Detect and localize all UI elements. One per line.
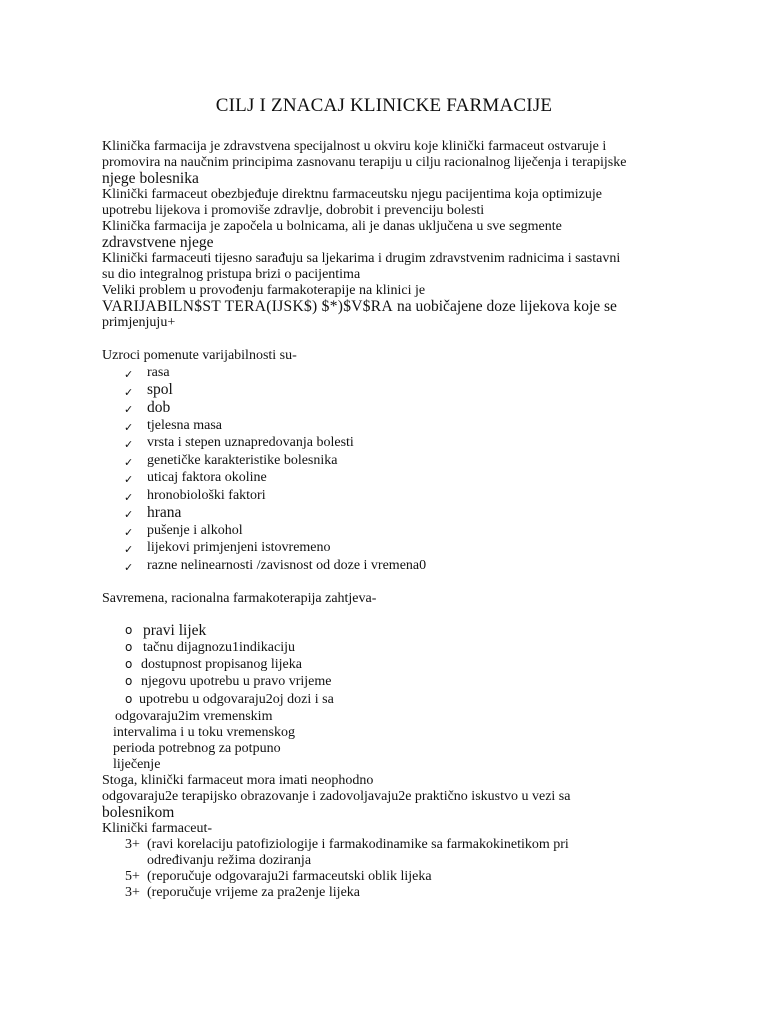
cause-item: genetičke karakteristike bolesnika <box>147 453 338 468</box>
check-icon: ✓ <box>124 422 134 434</box>
intro-line: Veliki problem u provođenju farmakoterapije na klinici je <box>102 283 426 298</box>
duty-item: (reporučuje odgovaraju2i farmaceutski oblik lijeka <box>147 869 432 884</box>
variability-text-end: primjenjuju+ <box>102 315 176 330</box>
cause-item: lijekovi primjenjeni istovremeno <box>147 540 331 555</box>
requirement-continuation: intervalima i u toku vremenskog <box>113 725 295 740</box>
circle-bullet-icon: o <box>125 640 133 654</box>
duty-marker: 3+ <box>125 837 140 852</box>
intro-line: promovira na naučnim principima zasnovanu terapiju u cilju racionalnog liječenja i terapijske <box>102 155 627 170</box>
requirement-continuation: odgovaraju2im vremenskim <box>115 709 273 724</box>
cause-item: uticaj faktora okoline <box>147 470 267 485</box>
circle-bullet-icon: o <box>125 657 133 671</box>
check-icon: ✓ <box>124 387 134 399</box>
check-icon: ✓ <box>124 369 134 381</box>
intro-line: Klinički farmaceut obezbjeđuje direktnu farmaceutsku njegu pacijentima koja optimizuje <box>102 187 602 202</box>
intro-line: su dio integralnog pristupa brizi o pacijentima <box>102 267 361 282</box>
check-icon: ✓ <box>124 457 134 469</box>
check-icon: ✓ <box>124 562 134 574</box>
causes-heading: Uzroci pomenute varijabilnosti su- <box>102 348 297 363</box>
intro-line: njege bolesnika <box>102 170 199 187</box>
requirement-continuation: perioda potrebnog za potpuno <box>113 741 281 756</box>
cause-item: rasa <box>147 365 170 380</box>
intro-line: Klinička farmacija je započela u bolnicama, ali je danas uključena u sve segmente <box>102 219 562 234</box>
duty-item: (reporučuje vrijeme za pra2enje lijeka <box>147 885 360 900</box>
intro-line: upotrebu lijekova i promoviše zdravlje, dobrobit i prevenciju bolesti <box>102 203 485 218</box>
cause-item: pušenje i alkohol <box>147 523 243 538</box>
duty-item: (ravi korelaciju patofiziologije i farmakodinamike sa farmakokinetikom pri <box>147 837 569 852</box>
variability-text: na uobičajene doze lijekova koje se <box>397 298 617 315</box>
check-icon: ✓ <box>124 404 134 416</box>
circle-bullet-icon: o <box>125 623 133 637</box>
conclusion-line: odgovaraju2e terapijsko obrazovanje i zadovoljavaju2e praktično iskustvo u vezi sa <box>102 789 571 804</box>
cause-item: tjelesna masa <box>147 418 223 433</box>
intro-line: Klinički farmaceuti tijesno sarađuju sa ljekarima i drugim zdravstvenim radnicima i sastavni <box>102 251 621 266</box>
cause-item: vrsta i stepen uznapredovanja bolesti <box>147 435 354 450</box>
requirement-item: upotrebu u odgovaraju2oj dozi i sa <box>139 692 334 707</box>
variability-term: VARIJABILN$ST TERA(IJSK$) $*)$V$RA <box>102 298 393 315</box>
circle-bullet-icon: o <box>125 692 133 706</box>
check-icon: ✓ <box>124 474 134 486</box>
requirement-item: njegovu upotrebu u pravo vrijeme <box>141 674 332 689</box>
requirement-item: tačnu dijagnozu1indikaciju <box>143 640 296 655</box>
duty-marker: 3+ <box>125 885 140 900</box>
check-icon: ✓ <box>124 544 134 556</box>
intro-line: Klinička farmacija je zdravstvena specijalnost u okviru koje klinički farmaceut ostvaruje i <box>102 139 607 154</box>
conclusion-line: Stoga, klinički farmaceut mora imati neophodno <box>102 773 374 788</box>
cause-item: spol <box>147 381 173 398</box>
duty-marker: 5+ <box>125 869 140 884</box>
requirements-heading: Savremena, racionalna farmakoterapija zahtjeva- <box>102 591 377 606</box>
cause-item: hrana <box>147 504 182 521</box>
duties-heading: Klinički farmaceut- <box>102 821 213 836</box>
intro-line: zdravstvene njege <box>102 234 214 251</box>
cause-item: dob <box>147 399 171 416</box>
requirement-item: pravi lijek <box>143 622 207 639</box>
check-icon: ✓ <box>124 492 134 504</box>
circle-bullet-icon: o <box>125 674 133 688</box>
cause-item: hronobiološki faktori <box>147 488 266 503</box>
requirement-item: dostupnost propisanog lijeka <box>141 657 302 672</box>
check-icon: ✓ <box>124 509 134 521</box>
duty-item: određivanju režima doziranja <box>147 853 312 868</box>
document-title: CILJ I ZNACAJ KLINICKE FARMACIJE <box>215 95 553 116</box>
check-icon: ✓ <box>124 439 134 451</box>
cause-item: razne nelinearnosti /zavisnost od doze i vremena0 <box>147 558 427 573</box>
check-icon: ✓ <box>124 527 134 539</box>
conclusion-line: bolesnikom <box>102 804 175 821</box>
requirement-continuation: liječenje <box>113 757 161 772</box>
